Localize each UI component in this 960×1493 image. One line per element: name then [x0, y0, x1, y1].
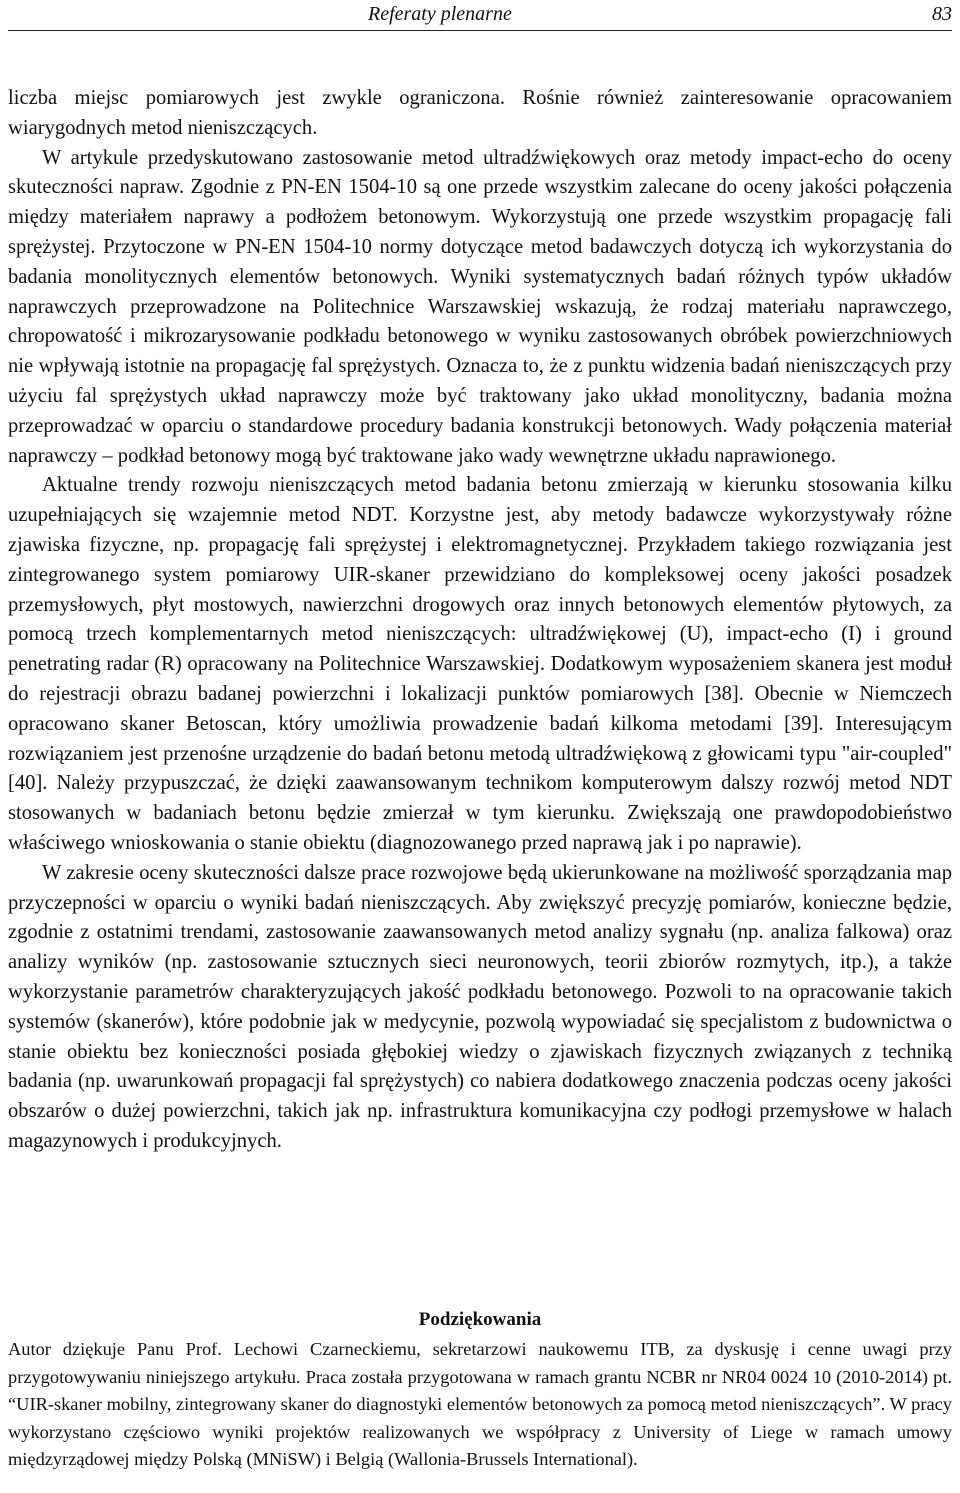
page-number: 83 — [932, 3, 952, 25]
article-body — [8, 84, 952, 1157]
acknowledgements-heading: Podziękowania — [418, 1309, 542, 1330]
paragraph-continued: liczba miejsc pomiarowych jest zwykle ograniczona. Rośnie również zainteresowanie opracowaniem wiarygodnych metod nieniszczących. — [8, 87, 952, 139]
paragraph: W artykule przedyskutowano zastosowanie metod ultradźwiękowych oraz metody impact-echo do oceny skuteczności napraw. Zgodnie z PN-EN 1504-10 są one przede wszystkim zalecane do oceny jakości połączenia między materiałem naprawy a podłożem betonowym. Wykorzystują one przede wszystkim propagację fali sprężystej. Przytoczone w PN-EN 1504-10 normy dotyczące metod badawczych dotyczą ich wykorzystania do badania monolitycznych elementów betonowych. Wyniki systematycznych badań różnych typów układów naprawczych przeprowadzone na Politechnice Warszawskiej wskazują, że rodzaj materiału naprawczego, chropowatość i mikrozarysowanie podkładu betonowego w wyniku zastosowanych obróbek powierzchniowych nie wpływają istotnie na propagację fal sprężystych. Oznacza to, że z punktu widzenia badań nieniszczących przy użyciu fal sprężystych układ naprawczy może być traktowany jako układ monolityczny, badania można przeprowadzać w oparciu o standardowe procedury badania konstrukcji betonowych. Wady połączenia materiał naprawczy – podkład betonowy mogą być traktowane jako wady wewnętrzne układu naprawionego. — [8, 146, 952, 467]
paragraph: Aktualne trendy rozwoju nieniszczących metod badania betonu zmierzają w kierunku stosowania kilku uzupełniających się wzajemnie metod NDT. Korzystne jest, aby metody badawcze wykorzystywały różne zjawiska fizyczne, np. propagację fali sprężystej i elektromagnetycznej. Przykładem takiego rozwiązania jest zintegrowanego system pomiarowy UIR-skaner przewidziano do kompleksowej oceny jakości posadzek przemysłowych, płyt mostowych, nawierzchni drogowych oraz innych betonowych elementów płytowych, za pomocą trzech komplementarnych metod nieniszczących: ultradźwiękowej (U), impact-echo (I) i ground penetrating radar (R) opracowany na Politechnice Warszawskiej. Dodatkowym wyposażeniem skanera jest moduł do rejestracji obrazu badanej powierzchni i lokalizacji punktów pomiarowych [38]. Obecnie w Niemczech opracowano skaner Betoscan, który umożliwia prowadzenie badań kilkoma metodami [39]. Interesującym rozwiązaniem jest przenośne urządzenie do badań betonu metodą ultradźwiękową z głowicami typu "air-coupled" [40]. Należy przypuszczać, że dzięki zaawansowanym technikom komputerowym dalszy rozwój metod NDT stosowanych w badaniach betonu będzie zmierzał w tym kierunku. Zwiększają one prawdopodobieństwo właściwego wnioskowania o stanie obiektu (diagnozowanego przed naprawą jak i po naprawie). — [8, 474, 952, 854]
acknowledgements-text: Autor dziękuje Panu Prof. Lechowi Czarneckiemu, sekretarzowi naukowemu ITB, za dyskusję i cenne uwagi przy przygotowywaniu niniejszego artykułu. Praca została przygotowana w ramach grantu NCBR nr NR04 0024 10 (2010-2014) pt. “UIR-skaner mobilny, zintegrowany skaner do diagnostyki elementów betonowych za pomocą metod nieniszczących”. W pracy wykorzystano częściowo wyniki projektów realizowanych we współpracy z University of Liege w ramach umowy międzyrządowej między Polską (MNiSW) i Belgią (Wallonia-Brussels International). — [8, 1339, 952, 1470]
running-header — [8, 0, 952, 31]
paragraph: W zakresie oceny skuteczności dalsze prace rozwojowe będą ukierunkowane na możliwość sporządzania map przyczepności w oparciu o wyniki badań nieniszczących. Aby zwiększyć precyzję pomiarów, konieczne będzie, zgodnie z ostatnimi trendami, zastosowanie zaawansowanych metod analizy sygnału (np. analiza falkowa) oraz analizy wyników (np. zastosowanie sztucznych sieci neuronowych, teorii zbiorów rozmytych, itp.), a także wykorzystanie parametrów charakteryzujących jakość podkładu betonowego. Pozwoli to na opracowanie takich systemów (skanerów), które podobnie jak w medycynie, pozwolą wypowiadać się specjalistom z budownictwa o stanie obiektu bez konieczności posiada głębokiej wiedzy o zjawiskach fizycznych związanych z techniką badania (np. uwarunkowań propagacji fal sprężystych) co nabiera dodatkowego znaczenia podczas oceny jakości obszarów o dużej powierzchni, takich jak np. infrastruktura komunikacyjna czy podłogi przemysłowe w halach magazynowych i produkcyjnych. — [8, 861, 952, 1152]
journal-title: Referaty plenarne — [368, 3, 512, 25]
acknowledgements-section — [8, 1307, 952, 1474]
